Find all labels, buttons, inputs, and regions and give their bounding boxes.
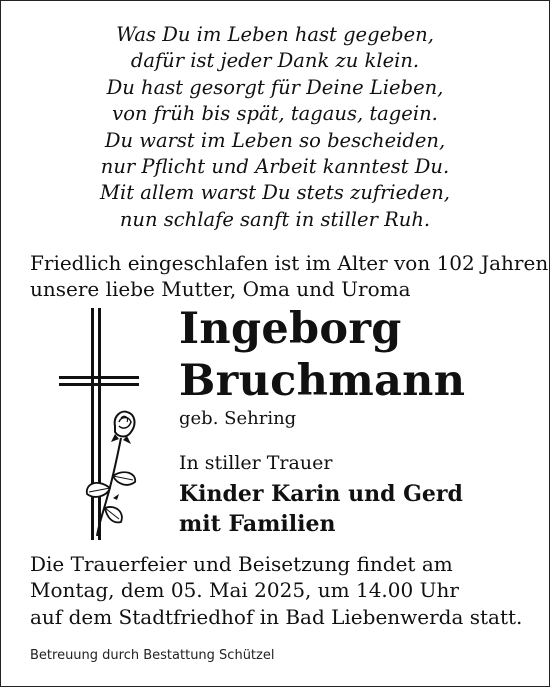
mourner-line: Kinder Karin und Gerd bbox=[179, 481, 463, 507]
poem-line: Was Du im Leben hast gegeben, bbox=[116, 23, 434, 46]
ceremony-line: auf dem Stadtfriedhof in Bad Liebenwerda statt. bbox=[30, 604, 523, 629]
mourning-intro: In stiller Trauer bbox=[179, 452, 333, 474]
ceremony-details bbox=[30, 551, 535, 630]
birth-name: geb. Sehring bbox=[179, 408, 297, 429]
poem-line: dafür ist jeder Dank zu klein. bbox=[130, 49, 420, 73]
cross-with-rose-icon bbox=[55, 308, 155, 543]
first-name: Ingeborg bbox=[179, 304, 402, 354]
undertaker-credit: Betreuung durch Bestattung Schützel bbox=[30, 648, 275, 663]
poem bbox=[0, 22, 550, 233]
poem-line: nur Pflicht und Arbeit kanntest Du. bbox=[100, 155, 450, 179]
last-name: Bruchmann bbox=[179, 356, 466, 406]
intro-text bbox=[30, 250, 549, 302]
deceased-name bbox=[179, 303, 465, 407]
intro-line: Friedlich eingeschlafen ist im Alter von 102 Jahren bbox=[30, 251, 549, 275]
intro-line: unsere liebe Mutter, Oma und Uroma bbox=[30, 277, 411, 301]
ceremony-line: Montag, dem 05. Mai 2025, um 14.00 Uhr bbox=[30, 578, 459, 603]
ceremony-line: Die Trauerfeier und Beisetzung findet am bbox=[30, 552, 453, 576]
poem-line: von früh bis spät, tagaus, tagein. bbox=[112, 102, 438, 126]
poem-line: nun schlafe sanft in stiller Ruh. bbox=[119, 207, 431, 231]
mourner-line: mit Familien bbox=[179, 511, 336, 537]
poem-line: Mit allem warst Du stets zufrieden, bbox=[100, 181, 450, 205]
poem-line: Du warst im Leben so bescheiden, bbox=[104, 128, 446, 152]
poem-line: Du hast gesorgt für Deine Lieben, bbox=[106, 75, 444, 99]
mourners bbox=[179, 479, 463, 539]
